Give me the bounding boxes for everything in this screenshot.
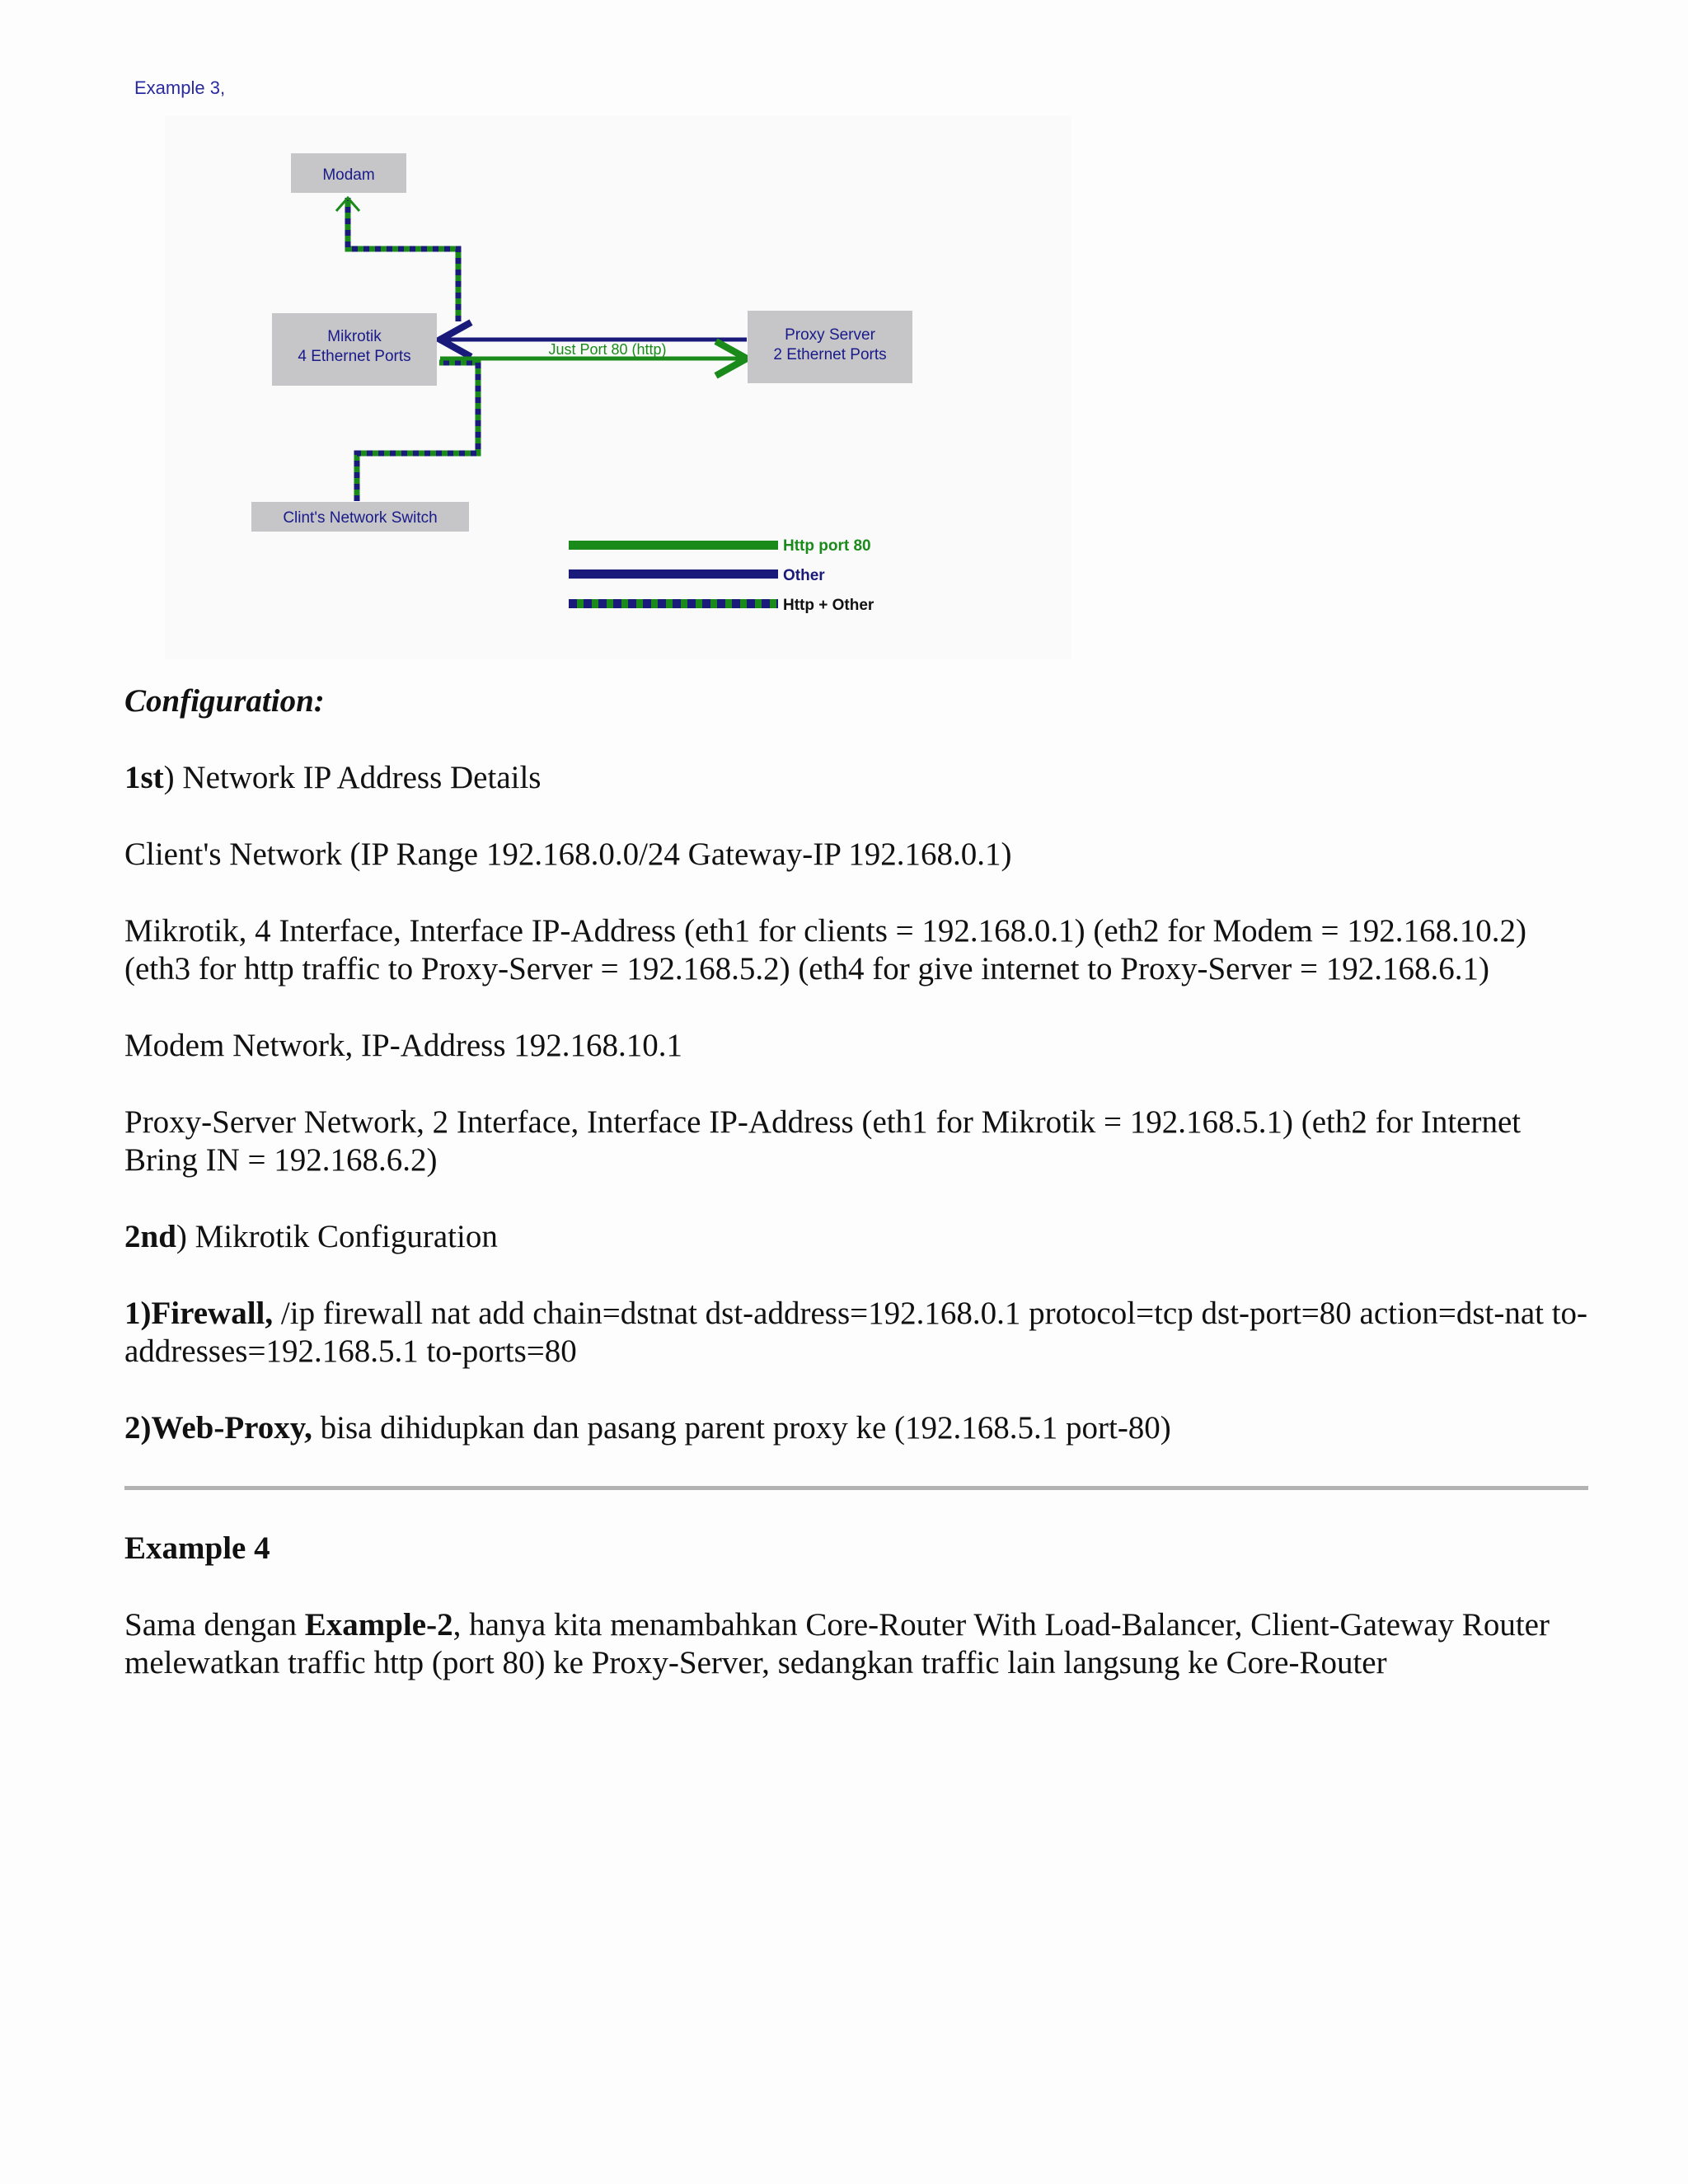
- network-diagram: [165, 115, 1071, 659]
- example-caption: Example 3,: [134, 77, 226, 98]
- firewall-step: [124, 1295, 1600, 1371]
- link-modem-mikrotik: [336, 198, 458, 321]
- firewall-label: 1)Firewall,: [124, 1296, 274, 1331]
- legend: [569, 537, 874, 614]
- configuration-heading: Configuration:: [124, 683, 325, 719]
- modem-network-text: Modem Network, IP-Address 192.168.10.1: [124, 1028, 683, 1063]
- example4-text: [124, 1606, 1600, 1682]
- step1-title: ) Network IP Address Details: [163, 760, 542, 795]
- node-mikrotik-line2: 4 Ethernet Ports: [298, 348, 411, 365]
- node-modem-label: Modam: [322, 166, 375, 184]
- step1-number: 1st: [124, 760, 164, 795]
- mikrotik-interfaces-text: Mikrotik, 4 Interface, Interface IP-Address (eth1 for clients = 192.168.0.1) (eth2 for Modem = 192.168.10.2) (eth3 for http traffic to Proxy-Server = 192.168.5.2) (eth4 for give internet to Proxy-Server = 192.168.6.1): [124, 913, 1527, 987]
- node-client-switch: [251, 502, 469, 532]
- node-proxy-line2: 2 Ethernet Ports: [773, 346, 887, 363]
- step2-number: 2nd: [124, 1219, 176, 1254]
- node-proxy-line1: Proxy Server: [785, 326, 875, 344]
- document-body: [124, 682, 1600, 1721]
- firewall-command: /ip firewall nat add chain=dstnat dst-address=192.168.0.1 protocol=tcp dst-port=80 action=dst-nat to-addresses=192.168.5.1 to-ports=80: [124, 1296, 1588, 1369]
- proxy-network-text: Proxy-Server Network, 2 Interface, Interface IP-Address (eth1 for Mikrotik = 192.168.5.1) (eth2 for Internet Bring IN = 192.168.6.2): [124, 1104, 1522, 1178]
- step2-title: ) Mikrotik Configuration: [176, 1219, 498, 1254]
- legend-label-http: Http port 80: [783, 537, 871, 555]
- step1-heading: [124, 759, 1600, 797]
- legend-label-http-other: Http + Other: [783, 597, 874, 614]
- clients-network-text: Client's Network (IP Range 192.168.0.0/24 Gateway-IP 192.168.0.1): [124, 837, 1012, 872]
- example4-heading: [124, 1530, 1600, 1568]
- example4-text-bold: Example-2: [304, 1607, 453, 1643]
- legend-item-http: [569, 537, 871, 555]
- section-divider: [124, 1486, 1588, 1490]
- legend-label-other: Other: [783, 567, 825, 584]
- example4-text-after: , hanya kita menambahkan Core-Router With Load-Balancer, Client-Gateway Router melewatkan traffic http (port 80) ke Proxy-Server, sedangkan traffic lain langsung ke Core-Router: [124, 1607, 1550, 1680]
- webproxy-text: bisa dihidupkan dan pasang parent proxy ke (192.168.5.1 port-80): [312, 1410, 1171, 1446]
- node-modem: [291, 153, 406, 193]
- example4-text-before: Sama dengan: [124, 1607, 305, 1643]
- link-label: Just Port 80 (http): [548, 341, 667, 358]
- node-proxy-server: [748, 311, 912, 383]
- legend-item-http-other: [569, 597, 874, 614]
- example4-heading-text: Example 4: [124, 1530, 270, 1566]
- step2-heading: [124, 1218, 1600, 1256]
- node-mikrotik: [272, 313, 437, 386]
- node-switch-label: Clint's Network Switch: [283, 509, 438, 527]
- legend-item-other: [569, 567, 825, 584]
- webproxy-step: [124, 1409, 1600, 1447]
- webproxy-label: 2)Web-Proxy,: [124, 1410, 312, 1446]
- node-mikrotik-line1: Mikrotik: [327, 328, 382, 345]
